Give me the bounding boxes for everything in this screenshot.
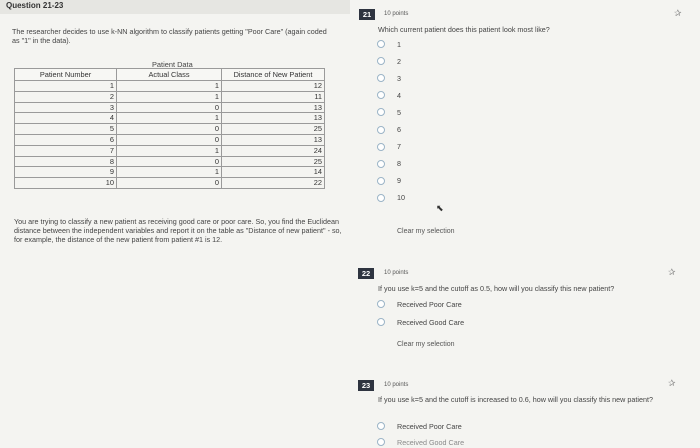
patient-number-cell: 8 (15, 156, 117, 167)
option-1-21[interactable] (377, 38, 401, 50)
option-label: 8 (397, 159, 401, 169)
pin-icon[interactable]: ✰ (668, 267, 676, 277)
option-7-21[interactable] (377, 141, 401, 153)
option-3-21[interactable] (377, 72, 401, 84)
table-row (15, 167, 325, 178)
question-text-23: If you use k=5 and the cutoff is increased to 0.6, how will you classify this new patient? (378, 395, 653, 404)
actual-class-cell: 0 (117, 124, 222, 135)
actual-class-cell: 0 (117, 102, 222, 113)
radio-button[interactable] (377, 422, 385, 430)
radio-button[interactable] (377, 160, 385, 168)
radio-button[interactable] (377, 300, 385, 308)
column-header-actual-class: Actual Class (117, 69, 222, 81)
column-header-patient-number: Patient Number (15, 69, 117, 81)
option-poor-care-22[interactable] (377, 298, 462, 310)
mouse-cursor-icon: ⬉ (436, 203, 444, 213)
table-row (15, 156, 325, 167)
option-label: 9 (397, 176, 401, 186)
question-number-badge-23: 23 (358, 380, 374, 391)
option-4-21[interactable] (377, 89, 401, 101)
distance-cell: 12 (222, 81, 325, 92)
distance-cell: 14 (222, 167, 325, 178)
option-label: 6 (397, 125, 401, 134)
patient-number-cell: 4 (15, 113, 117, 124)
distance-cell: 24 (222, 145, 325, 156)
option-label: 10 (397, 193, 405, 203)
radio-button[interactable] (377, 318, 385, 326)
table-row (15, 81, 325, 92)
option-label: Received Poor Care (397, 421, 462, 431)
table-row (15, 102, 325, 113)
points-label-23: 10 points (384, 382, 409, 388)
radio-button[interactable] (377, 57, 385, 65)
option-label: 2 (397, 56, 401, 66)
patient-number-cell: 1 (15, 81, 117, 92)
radio-button[interactable] (377, 40, 385, 48)
option-label: 3 (397, 73, 401, 83)
clear-selection-link-21[interactable]: Clear my selection (397, 228, 455, 235)
intro-text: The researcher decides to use k-NN algorithm to classify patients getting "Poor Care" (again coded as "1" in the data). (12, 27, 327, 45)
option-label: Received Good Care (397, 437, 465, 447)
option-label: Received Poor Care (397, 299, 462, 309)
option-9-21[interactable] (377, 175, 401, 187)
actual-class-cell: 1 (117, 145, 222, 156)
table-caption: Patient Data (152, 60, 193, 69)
distance-cell: 13 (222, 102, 325, 113)
actual-class-cell: 1 (117, 113, 222, 124)
actual-class-cell: 0 (117, 134, 222, 145)
pin-icon[interactable]: ✰ (674, 8, 682, 18)
distance-cell: 22 (222, 178, 325, 189)
actual-class-cell: 0 (117, 156, 222, 167)
option-good-care-22[interactable] (377, 316, 464, 328)
question-group-header (0, 0, 350, 14)
distance-cell: 11 (222, 91, 325, 102)
actual-class-cell: 1 (117, 167, 222, 178)
option-2-21[interactable] (377, 55, 401, 67)
table-row (15, 113, 325, 124)
question-text-22: If you use k=5 and the cutoff as 0.5, how will you classify this new patient? (378, 284, 615, 293)
option-10-21[interactable] (377, 192, 405, 204)
option-8-21[interactable] (377, 158, 401, 170)
actual-class-cell: 0 (117, 178, 222, 189)
column-header-distance: Distance of New Patient (222, 69, 325, 81)
pin-icon[interactable]: ✰ (668, 378, 676, 388)
option-label: Received Good Care (397, 317, 465, 327)
distance-cell: 13 (222, 134, 325, 145)
table-row (15, 91, 325, 102)
table-row (15, 178, 325, 189)
option-label: 7 (397, 142, 401, 152)
radio-button[interactable] (377, 177, 385, 185)
question-group-title: Question 21-23 (6, 1, 64, 10)
table-row (15, 124, 325, 135)
patient-number-cell: 2 (15, 91, 117, 102)
radio-button[interactable] (377, 108, 385, 116)
option-good-care-23[interactable] (377, 436, 464, 448)
question-number-badge-22: 22 (358, 268, 374, 279)
distance-cell: 13 (222, 113, 325, 124)
patient-number-cell: 6 (15, 134, 117, 145)
question-number-badge-21: 21 (359, 9, 375, 20)
radio-button[interactable] (377, 143, 385, 151)
description-text: You are trying to classify a new patient as receiving good care or poor care. So, you find the Euclidean distance between the independent variables and report it on the table as "Distance of new patient" - so, for example, the distance of the new patient from patient #1 is 12. (14, 217, 342, 244)
patient-number-cell: 5 (15, 124, 117, 135)
question-text-21: Which current patient does this patient look most like? (378, 25, 550, 34)
points-label-22: 10 points (384, 270, 409, 276)
radio-button[interactable] (377, 91, 385, 99)
table-row (15, 145, 325, 156)
radio-button[interactable] (377, 126, 385, 134)
actual-class-cell: 1 (117, 81, 222, 92)
patient-number-cell: 9 (15, 167, 117, 178)
clear-selection-link-22[interactable]: Clear my selection (397, 341, 455, 348)
option-5-21[interactable] (377, 106, 401, 118)
distance-cell: 25 (222, 124, 325, 135)
table-row (15, 134, 325, 145)
distance-cell: 25 (222, 156, 325, 167)
option-label: 1 (397, 39, 401, 49)
radio-button[interactable] (377, 194, 385, 202)
option-label: 5 (397, 107, 401, 117)
patient-number-cell: 7 (15, 145, 117, 156)
patient-number-cell: 10 (15, 178, 117, 189)
points-label-21: 10 points (384, 11, 409, 17)
option-label: 4 (397, 90, 401, 100)
option-6-21[interactable] (377, 124, 401, 136)
radio-button[interactable] (377, 74, 385, 82)
patient-data-table (14, 68, 325, 189)
patient-number-cell: 3 (15, 102, 117, 113)
option-poor-care-23[interactable] (377, 420, 462, 432)
actual-class-cell: 1 (117, 91, 222, 102)
